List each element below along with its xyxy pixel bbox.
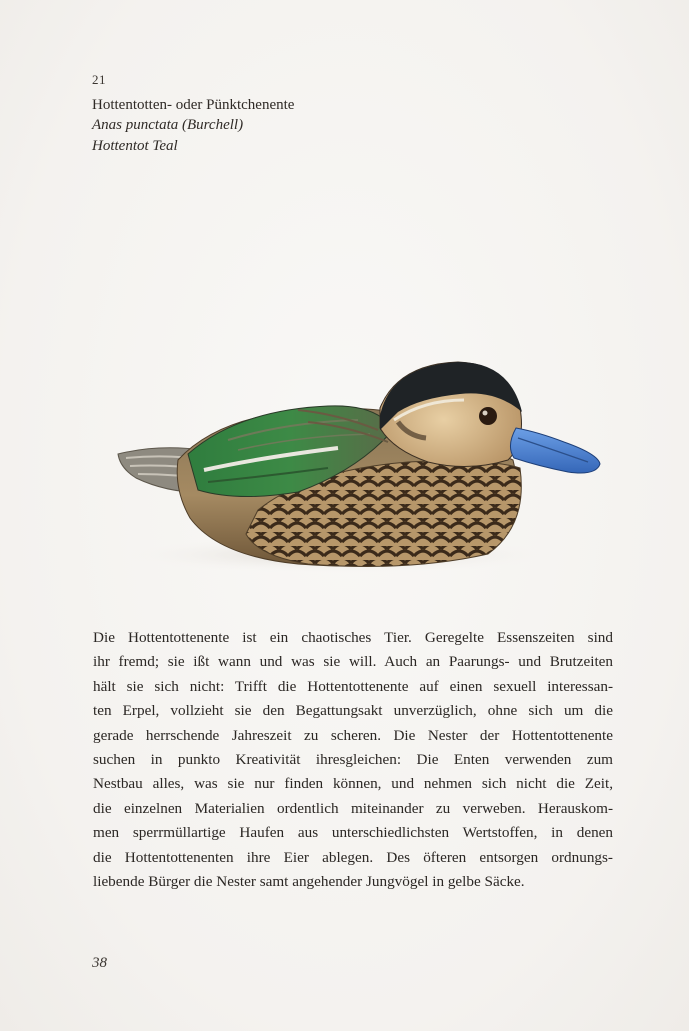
duck-eye bbox=[479, 407, 497, 425]
body-text bbox=[93, 626, 613, 894]
body-line: hält sie sich nicht: Trifft die Hottentottenente auf einen sexuell interessan- bbox=[93, 677, 613, 695]
body-line: suchen in punkto Kreativität ihresgleichen: Die Enten verwenden zum bbox=[93, 750, 613, 768]
duck-illustration bbox=[108, 350, 608, 590]
body-line: liebende Bürger die Nester samt angehender Jungvögel in gelbe Säcke. bbox=[93, 872, 525, 890]
page-number: 38 bbox=[92, 955, 107, 971]
body-line: ten Erpel, vollzieht sie den Begattungsakt unverzüglich, ohne sich um die bbox=[93, 702, 613, 720]
plate-number: 21 bbox=[92, 72, 106, 87]
german-name: Hottentotten- oder Pünktchenente bbox=[92, 97, 295, 113]
body-line: Die Hottentottenente ist ein chaotisches Tier. Geregelte Essenszeiten sind bbox=[93, 629, 613, 646]
body-line: die Hottentottenenten ihre Eier ablegen. Des öfteren entsorgen ordnungs- bbox=[93, 848, 613, 866]
english-name: Hottentot Teal bbox=[92, 138, 178, 154]
body-line: Nestbau alles, was sie nur finden können, und nehmen sich nicht die Zeit, bbox=[93, 775, 613, 793]
latin-name: Anas punctata (Burchell) bbox=[92, 117, 244, 133]
body-line: die einzelnen Materialien ordentlich miteinander zu verweben. Herauskom- bbox=[93, 799, 613, 817]
body-line: ihr fremd; sie ißt wann und was sie will. Auch an Paarungs- und Brutzeiten bbox=[93, 653, 613, 671]
body-line: men sperrmüllartige Haufen aus unterschiedlichsten Wertstoffen, in denen bbox=[93, 824, 613, 842]
body-line: gerade herrschende Jahreszeit zu scheren. Die Nester der Hottentottenente bbox=[93, 726, 613, 744]
